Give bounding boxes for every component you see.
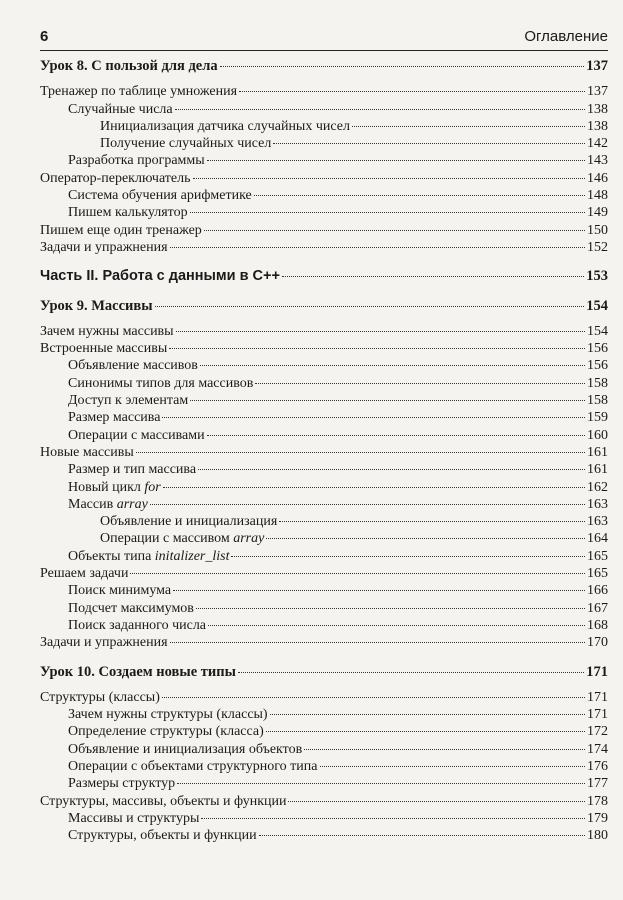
toc-entry-level-1[interactable] (40, 548, 608, 565)
toc-entry-level-1[interactable] (40, 204, 608, 221)
dot-leader (220, 66, 585, 67)
toc-entry-level-1[interactable] (40, 152, 608, 169)
toc-entry-page: 138 (587, 118, 608, 134)
toc-spacer (40, 256, 608, 268)
toc-entry-title: Урок 10. Создаем новые типы (40, 663, 236, 680)
toc-entry-title: Объекты типа initalizer_list (68, 548, 230, 564)
toc-entry-level-1[interactable] (40, 357, 608, 374)
toc-entry-title: Пишем калькулятор (68, 205, 188, 221)
toc-entry-page: 158 (587, 393, 608, 409)
toc-entry-title: Задачи и упражнения (40, 635, 168, 651)
toc-entry-title: Объявление и инициализация (100, 514, 278, 530)
dot-leader (196, 608, 585, 609)
toc-entry-level-1[interactable] (40, 427, 608, 444)
toc-entry-level-1[interactable] (40, 187, 608, 204)
dot-leader (198, 469, 585, 470)
toc-entry-title: Система обучения арифметике (68, 188, 252, 204)
toc-lesson-entry[interactable] (40, 664, 608, 681)
dot-leader (163, 487, 585, 488)
toc-entry-title: Пишем еще один тренажер (40, 222, 202, 238)
book-page (40, 0, 608, 900)
toc-entry-level-0[interactable] (40, 689, 608, 706)
toc-spacer (40, 286, 608, 298)
toc-entry-title: Получение случайных чисел (100, 136, 272, 152)
toc-entry-page: 154 (586, 297, 608, 314)
toc-part-entry[interactable] (40, 268, 608, 285)
dot-leader (288, 801, 585, 802)
toc-entry-page: 166 (587, 583, 608, 599)
toc-entry-title: Оператор-переключатель (40, 170, 191, 186)
toc-entry-title: Синонимы типов для массивов (68, 375, 254, 391)
toc-entry-level-1[interactable] (40, 600, 608, 617)
toc-entry-page: 171 (586, 663, 608, 680)
toc-entry-page: 171 (587, 707, 608, 723)
dot-leader (352, 126, 585, 127)
toc-entry-title: Доступ к элементам (68, 393, 189, 409)
toc-entry-title: Поиск минимума (68, 583, 172, 599)
toc-entry-page: 138 (587, 101, 608, 117)
dot-leader (155, 306, 585, 307)
dot-leader (204, 230, 585, 231)
dot-leader (320, 766, 586, 767)
toc-entry-page: 179 (587, 810, 608, 826)
toc-entry-level-0[interactable] (40, 323, 608, 340)
toc-entry-level-1[interactable] (40, 392, 608, 409)
toc-entry-title: Размеры структур (68, 776, 176, 792)
toc-entry-title: Урок 8. С пользой для дела (40, 58, 218, 74)
dot-leader (201, 818, 585, 819)
toc-entry-page: 156 (587, 341, 608, 357)
toc-entry-level-1[interactable] (40, 706, 608, 723)
toc-entry-level-0[interactable] (40, 634, 608, 651)
toc-entry-level-1[interactable] (40, 375, 608, 392)
toc-entry-page: 158 (587, 375, 608, 391)
toc-entry-title: Массивы и структуры (68, 810, 200, 826)
toc-entry-level-1[interactable] (40, 101, 608, 118)
toc-entry-title: Разработка программы (68, 153, 205, 169)
dot-leader (270, 714, 585, 715)
toc-entry-level-1[interactable] (40, 496, 608, 513)
toc-entry-level-2[interactable] (40, 530, 608, 547)
toc-entry-title: Массив array (68, 496, 148, 512)
toc-entry-page: 165 (587, 566, 608, 582)
toc-entry-level-1[interactable] (40, 461, 608, 478)
toc-entry-title: Инициализация датчика случайных чисел (100, 118, 350, 134)
toc-entry-title: Поиск заданного числа (68, 617, 207, 633)
toc-entry-page: 180 (587, 828, 608, 844)
running-title: Оглавление (524, 28, 608, 45)
toc-entry-title: Новый цикл for (68, 479, 161, 495)
toc-entry-page: 165 (587, 548, 608, 564)
toc-entry-page: 163 (587, 514, 608, 530)
toc-entry-title: Структуры, объекты и функции (68, 828, 257, 844)
toc-entry-title: Размер массива (68, 410, 161, 426)
toc-entry-title: Операции с массивами (68, 427, 205, 443)
toc-entry-page: 162 (587, 479, 608, 495)
toc-entry-level-1[interactable] (40, 741, 608, 758)
dot-leader (239, 91, 585, 92)
toc-entry-page: 146 (587, 170, 608, 186)
toc-entry-page: 149 (587, 205, 608, 221)
dot-leader (162, 417, 585, 418)
dot-leader (175, 109, 585, 110)
toc-entry-title: Новые массивы (40, 444, 134, 460)
toc-entry-level-0[interactable] (40, 793, 608, 810)
toc-entry-level-0[interactable] (40, 340, 608, 357)
toc-entry-title: Подсчет максимумов (68, 600, 194, 616)
toc-spacer (40, 75, 608, 83)
dot-leader (207, 160, 585, 161)
toc-entry-page: 154 (587, 323, 608, 339)
toc-entry-page: 171 (587, 689, 608, 705)
dot-leader (231, 556, 585, 557)
toc-entry-page: 168 (587, 617, 608, 633)
toc-entry-level-2[interactable] (40, 513, 608, 530)
toc-entry-page: 172 (587, 724, 608, 740)
toc-entry-title: Часть II. Работа с данными в C++ (40, 268, 280, 285)
toc-entry-page: 161 (587, 444, 608, 460)
toc-entry-level-0[interactable] (40, 239, 608, 256)
dot-leader (208, 625, 585, 626)
dot-leader (266, 731, 585, 732)
toc-spacer (40, 315, 608, 323)
toc-spacer (40, 652, 608, 664)
toc-entry-page: 137 (586, 58, 608, 74)
toc-entry-title: Урок 9. Массивы (40, 297, 153, 314)
toc-entry-page: 142 (587, 136, 608, 152)
toc-entry-level-0[interactable] (40, 444, 608, 461)
toc-entry-page: 143 (587, 153, 608, 169)
toc-entry-title: Операции с объектами структурного типа (68, 758, 318, 774)
toc-lesson-entry[interactable] (40, 58, 608, 75)
toc-entry-page: 152 (587, 239, 608, 255)
toc-entry-title: Зачем нужны массивы (40, 323, 174, 339)
toc-entry-page: 167 (587, 600, 608, 616)
toc-entry-title: Решаем задачи (40, 566, 129, 582)
toc-entry-level-1[interactable] (40, 758, 608, 775)
toc-entry-level-0[interactable] (40, 170, 608, 187)
dot-leader (173, 590, 585, 591)
toc-entry-title: Структуры (классы) (40, 689, 160, 705)
toc-entry-level-1[interactable] (40, 409, 608, 426)
toc-entry-level-0[interactable] (40, 83, 608, 100)
dot-leader (279, 521, 585, 522)
toc-entry-page: 156 (587, 358, 608, 374)
toc-entry-page: 148 (587, 188, 608, 204)
toc-entry-level-1[interactable] (40, 827, 608, 844)
dot-leader (190, 400, 585, 401)
toc-entry-page: 137 (587, 84, 608, 100)
dot-leader (254, 195, 585, 196)
table-of-contents (40, 58, 608, 844)
toc-entry-page: 176 (587, 758, 608, 774)
toc-entry-title: Задачи и упражнения (40, 239, 168, 255)
dot-leader (266, 538, 585, 539)
dot-leader (190, 212, 585, 213)
toc-entry-page: 150 (587, 222, 608, 238)
dot-leader (170, 247, 585, 248)
dot-leader (169, 348, 585, 349)
toc-entry-title: Структуры, массивы, объекты и функции (40, 793, 287, 809)
toc-entry-title: Объявление массивов (68, 358, 198, 374)
toc-spacer (40, 681, 608, 689)
toc-entry-title: Тренажер по таблице умножения (40, 84, 238, 100)
dot-leader (238, 672, 584, 673)
dot-leader (150, 504, 585, 505)
toc-entry-level-0[interactable] (40, 222, 608, 239)
toc-entry-page: 178 (587, 793, 608, 809)
toc-entry-level-1[interactable] (40, 775, 608, 792)
dot-leader (136, 452, 585, 453)
dot-leader (207, 435, 585, 436)
dot-leader (177, 783, 585, 784)
toc-entry-page: 160 (587, 427, 608, 443)
dot-leader (193, 178, 586, 179)
dot-leader (200, 365, 585, 366)
dot-leader (273, 143, 585, 144)
toc-entry-level-1[interactable] (40, 582, 608, 599)
toc-entry-level-1[interactable] (40, 479, 608, 496)
toc-entry-level-2[interactable] (40, 118, 608, 135)
toc-entry-title: Определение структуры (класса) (68, 724, 264, 740)
toc-entry-level-0[interactable] (40, 565, 608, 582)
toc-entry-level-2[interactable] (40, 135, 608, 152)
toc-entry-page: 174 (587, 741, 608, 757)
toc-lesson-entry[interactable] (40, 298, 608, 315)
toc-entry-level-1[interactable] (40, 723, 608, 740)
page-header (40, 26, 608, 51)
toc-entry-page: 164 (587, 531, 608, 547)
dot-leader (259, 835, 585, 836)
toc-entry-page: 159 (587, 410, 608, 426)
toc-entry-title: Встроенные массивы (40, 341, 168, 357)
toc-entry-level-1[interactable] (40, 617, 608, 634)
toc-entry-title: Размер и тип массива (68, 462, 197, 478)
dot-leader (162, 697, 585, 698)
toc-entry-page: 170 (587, 635, 608, 651)
toc-entry-title: Объявление и инициализация объектов (68, 741, 303, 757)
toc-entry-page: 153 (586, 268, 608, 285)
page-number: 6 (40, 28, 49, 45)
dot-leader (282, 276, 584, 277)
toc-entry-page: 177 (587, 776, 608, 792)
toc-entry-title: Зачем нужны структуры (классы) (68, 707, 268, 723)
dot-leader (255, 383, 585, 384)
toc-entry-title: Случайные числа (68, 101, 173, 117)
dot-leader (304, 749, 585, 750)
dot-leader (130, 573, 585, 574)
toc-entry-title: Операции с массивом array (100, 531, 265, 547)
dot-leader (170, 642, 585, 643)
toc-entry-page: 161 (587, 462, 608, 478)
dot-leader (176, 331, 585, 332)
toc-entry-level-1[interactable] (40, 810, 608, 827)
toc-entry-page: 163 (587, 496, 608, 512)
